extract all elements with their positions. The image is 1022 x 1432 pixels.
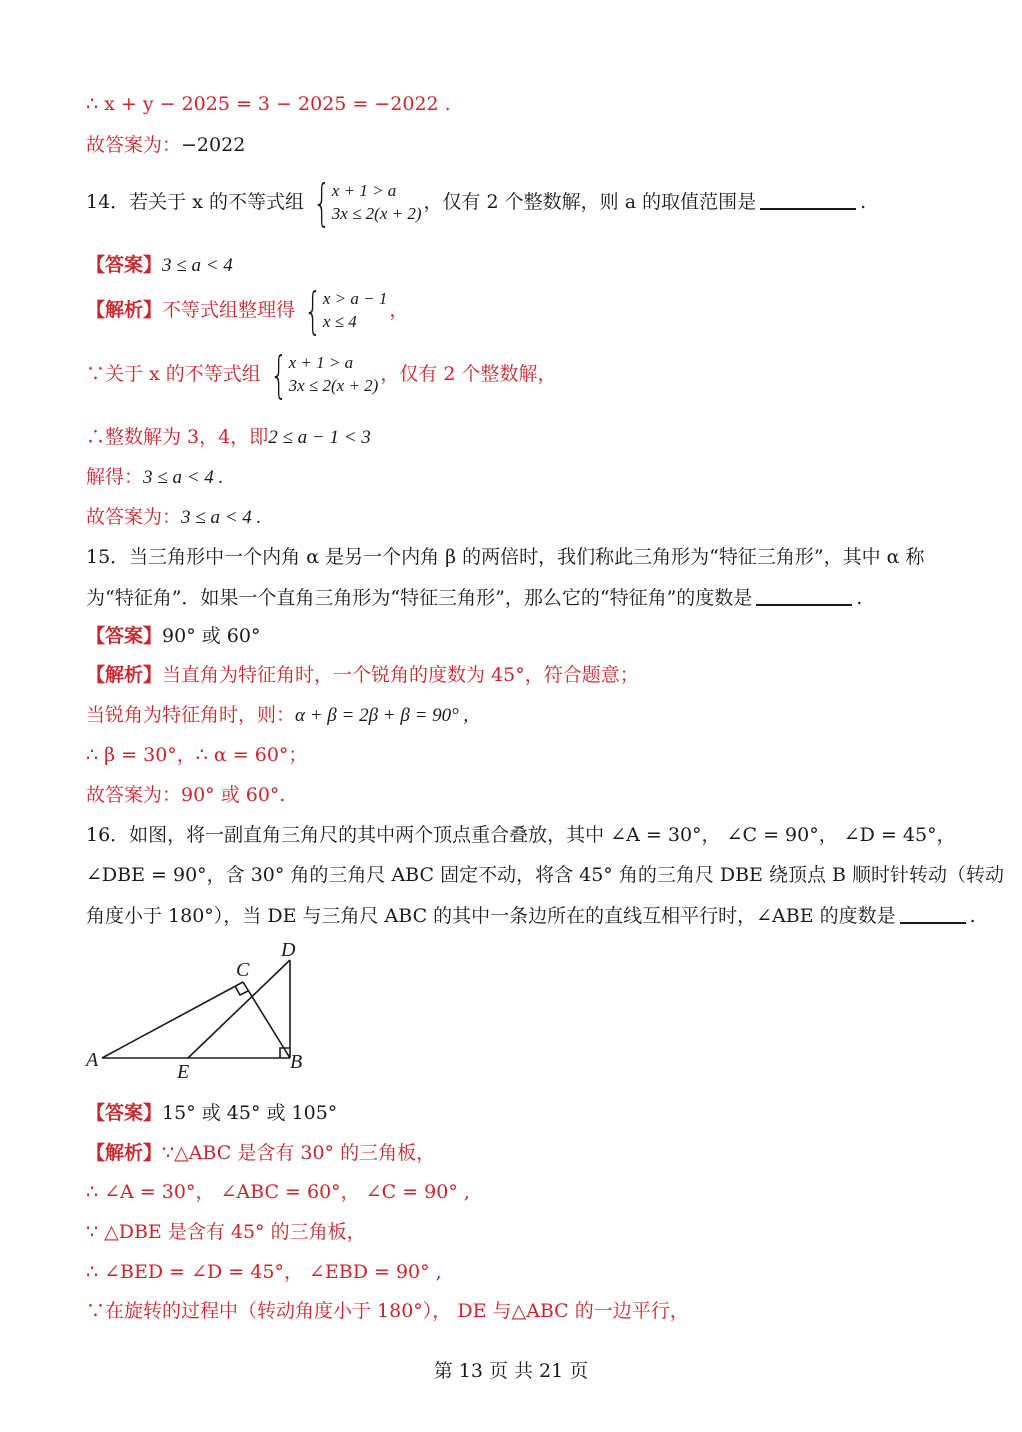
q14-text-a: 14．若关于 x 的不等式组 (86, 190, 304, 213)
question-14 (86, 173, 867, 232)
solution-14-d (86, 466, 223, 490)
solution-14-b (86, 345, 557, 404)
q14-system: { x + 1 > a 3x ≤ 2(x + 2) (313, 173, 422, 232)
n14-text: 解得： (86, 466, 144, 488)
q14-blank (760, 190, 856, 210)
q16-blank (900, 904, 966, 924)
label-E: E (177, 1061, 190, 1083)
q14-eq2: 3x ≤ 2(x + 2) (331, 203, 422, 223)
line-AC (102, 982, 243, 1058)
o14-math: 3 ≤ a < 4 . (181, 507, 262, 528)
q15-blank (756, 586, 852, 606)
answer-value: −2022 (181, 134, 246, 156)
answer-label: 故答案为： (86, 134, 182, 156)
j14-tag: 【解析】 (86, 298, 163, 321)
k14-text-b: ，仅有 2 个整数解， (380, 362, 557, 385)
line-answer-prev (86, 134, 245, 157)
j15-text: 当直角为特征角时，一个锐角的度数为 45°，符合题意； (162, 664, 639, 686)
k14-text-a: ∵关于 x 的不等式组 (86, 362, 261, 385)
answer-16 (86, 1102, 337, 1125)
solution-16-c: ∵ △DBE 是含有 45° 的三角板， (86, 1221, 366, 1243)
solution-14-e (86, 506, 261, 530)
solution-16-b: ∴ ∠A = 30°， ∠ABC = 60°， ∠C = 90° , (86, 1181, 470, 1203)
j16-text: ∵△ABC 是含有 30° 的三角板， (162, 1142, 436, 1164)
solution-15 (86, 664, 639, 687)
line-conclusion (86, 93, 451, 116)
label-A: A (86, 1049, 99, 1071)
a16-value: 15° 或 45° 或 105° (162, 1102, 338, 1124)
a16-tag: 【答案】 (86, 1102, 163, 1124)
therefore-sum: ∴ x + y − 2025 = 3 − 2025 = −2022 . (86, 93, 451, 115)
k14-eq1: x + 1 > a (288, 353, 354, 372)
m14-text: ∴整数解为 3，4，即 (86, 426, 269, 448)
line-CB (243, 982, 290, 1058)
q15-text: 为“特征角”．如果一个直角三角形为“特征三角形”，那么它的“特征角”的度数是 (86, 587, 753, 609)
q15-period: . (856, 587, 863, 609)
triangle-figure (80, 936, 320, 1086)
a15-value: 90° 或 60° (162, 625, 261, 647)
m14-math: 2 ≤ a − 1 < 3 (268, 427, 371, 448)
k15-math: α + β = 2β + β = 90° , (295, 705, 469, 726)
question-16-line2: ∠DBE = 90°，含 30° 角的三角尺 ABC 固定不动，将含 45° 角的三角尺 DBE 绕顶点 B 顺时针转动（转动 (86, 864, 1005, 886)
question-16-line1: 16．如图，将一副直角三角尺的其中两个顶点重合叠放，其中 ∠A = 30°， ∠C = 90°， ∠D = 45°， (86, 824, 956, 846)
n14-math: 3 ≤ a < 4 . (143, 467, 224, 488)
j14-eq1: x > a − 1 (322, 289, 388, 308)
page-footer: 第 13 页 共 21 页 (433, 1360, 589, 1382)
solution-14-c (86, 426, 371, 450)
q16-text: 角度小于 180°），当 DE 与三角尺 ABC 的其中一条边所在的直线互相平行时，∠ABE 的度数是 (86, 905, 896, 927)
j15-tag: 【解析】 (86, 664, 163, 686)
solution-16-e: ∵在旋转的过程中（转动角度小于 180°）， DE 与△ABC 的一边平行， (86, 1300, 689, 1322)
question-16-line3 (86, 904, 976, 928)
o14-text: 故答案为： (86, 506, 182, 528)
label-D: D (281, 939, 296, 961)
question-15-line2 (86, 586, 862, 610)
answer-14 (86, 254, 233, 278)
a14-tag: 【答案】 (86, 254, 163, 276)
q14-eq1: x + 1 > a (331, 181, 397, 200)
q14-period: . (860, 190, 867, 213)
k14-eq2: 3x ≤ 2(x + 2) (288, 375, 379, 395)
q14-text-b: ，仅有 2 个整数解，则 a 的取值范围是 (423, 190, 757, 213)
solution-15-d: 故答案为：90° 或 60°. (86, 784, 286, 806)
label-C: C (236, 959, 250, 981)
solution-16-d: ∴ ∠BED = ∠D = 45°， ∠EBD = 90° , (86, 1261, 442, 1283)
a14-value: 3 ≤ a < 4 (162, 255, 233, 276)
question-15-line1: 15．当三角形中一个内角 α 是另一个内角 β 的两倍时，我们称此三角形为“特征三角形”，其中 α 称 (86, 546, 925, 568)
k15-text: 当锐角为特征角时，则： (86, 704, 296, 726)
answer-15 (86, 625, 260, 648)
j14-text: 不等式组整理得 (162, 298, 296, 321)
j14-eq2: x ≤ 4 (322, 311, 357, 331)
solution-15-c: ∴ β = 30°，∴ α = 60°； (86, 744, 308, 766)
a15-tag: 【答案】 (86, 625, 163, 647)
j14-system: { x > a − 1 x ≤ 4 (304, 281, 388, 340)
j16-tag: 【解析】 (86, 1142, 163, 1164)
k14-system: { x + 1 > a 3x ≤ 2(x + 2) (269, 345, 379, 404)
label-B: B (290, 1051, 303, 1073)
solution-14 (86, 281, 409, 340)
solution-16 (86, 1142, 435, 1165)
j14-end: ， (389, 298, 409, 321)
solution-15-b (86, 704, 468, 728)
q16-period: . (969, 905, 976, 927)
